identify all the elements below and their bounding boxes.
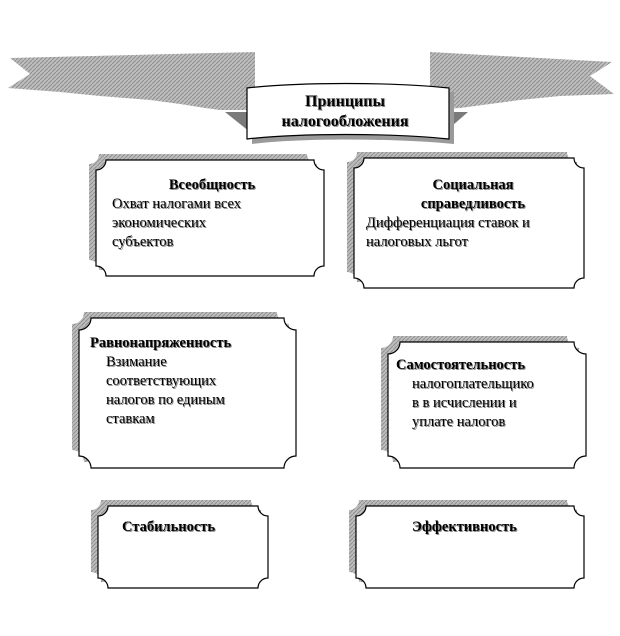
card-stability-text <box>122 518 262 537</box>
card-heading: Всеобщность <box>168 177 256 193</box>
card-body-line: в в исчислении и <box>412 395 517 411</box>
diagram-title <box>245 92 445 132</box>
card-heading-line: Социальная <box>432 177 514 193</box>
card-body-line: налогоплательщико <box>412 376 534 392</box>
card-equal-burden-text <box>90 334 290 429</box>
card-body-line: налоговых льгот <box>366 234 468 250</box>
card-body-line: ставкам <box>106 411 155 427</box>
card-universality-text <box>112 176 312 252</box>
card-heading: Стабильность <box>122 519 216 535</box>
ribbon-right-tail <box>430 52 614 110</box>
card-heading: Самостоятельность <box>396 357 526 373</box>
card-efficiency-text <box>412 518 572 537</box>
ribbon-left-tail <box>8 52 255 110</box>
card-body-line: Дифференциация ставок и <box>366 215 530 231</box>
card-heading-line: справедливость <box>420 196 526 212</box>
title-line-2: налогообложения <box>281 113 409 130</box>
card-social-justice-text <box>366 176 580 252</box>
card-heading: Равнонапряженность <box>90 335 232 351</box>
title-line-1: Принципы <box>305 93 385 110</box>
card-independence-text <box>396 356 580 432</box>
card-body-line: Охват налогами всех <box>112 196 242 212</box>
card-body-line: соответствующих <box>106 373 217 389</box>
card-efficiency <box>349 500 584 588</box>
card-body-line: налогов по единым <box>106 392 225 408</box>
card-stability <box>91 500 268 588</box>
card-heading: Эффективность <box>412 519 517 535</box>
card-body-line: субъектов <box>112 234 174 250</box>
card-body-line: экономических <box>112 215 207 231</box>
card-body-line: Взимание <box>106 354 167 370</box>
card-body-line: уплате налогов <box>412 414 506 430</box>
